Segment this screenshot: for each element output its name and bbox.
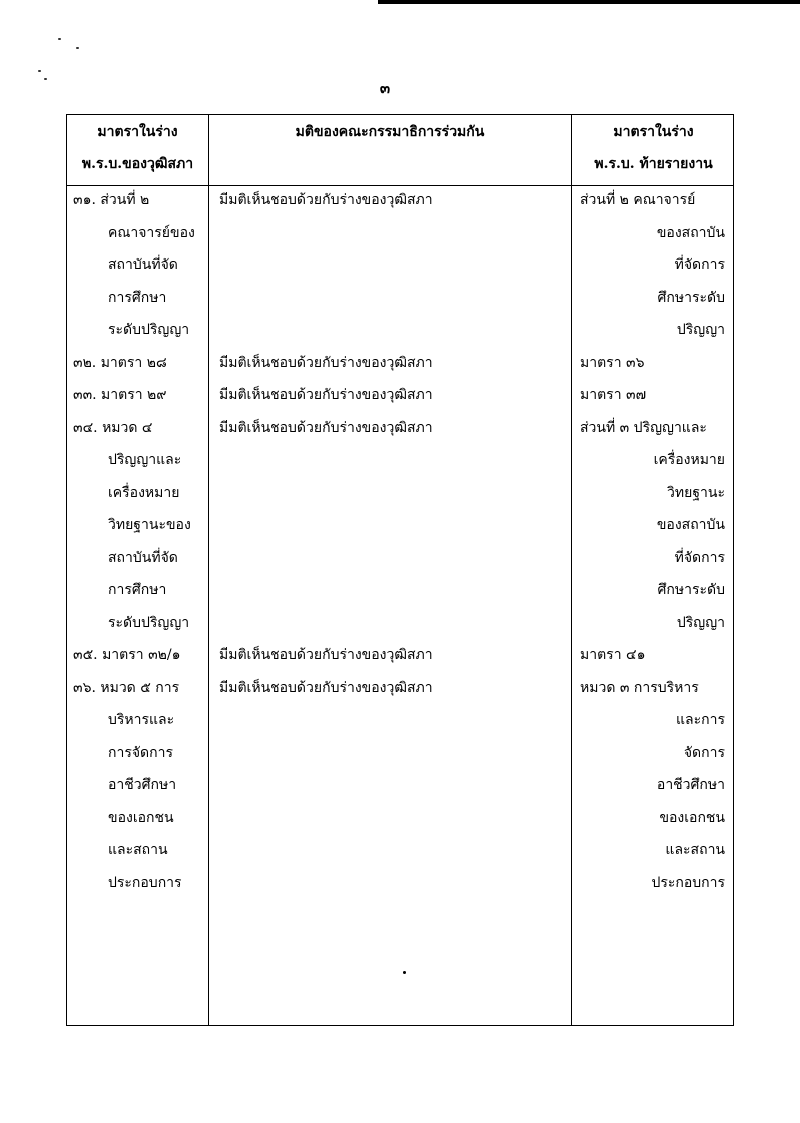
committee-resolution-text: มีมติเห็นชอบด้วยกับร่างของวุฒิสภา: [219, 419, 433, 436]
page-number: ๓: [379, 79, 391, 97]
senate-section-text: การศึกษา: [108, 289, 167, 306]
report-section-text: จัดการ: [683, 744, 725, 761]
comparison-table: [66, 114, 734, 1026]
header-line: พ.ร.บ. ท้ายรายงาน: [594, 156, 713, 172]
report-section-ref: มาตรา ๔๑: [580, 647, 646, 663]
senate-section-ref: ๓๖. หมวด ๕ การ: [73, 679, 180, 696]
senate-section-text: ระดับปริญญา: [108, 614, 190, 631]
report-section-text: เครื่องหมาย: [653, 452, 725, 468]
senate-section-ref: ๓๓. มาตรา ๒๙: [73, 387, 167, 403]
column-senate-draft: [67, 115, 209, 1025]
report-section-text: และสถาน: [665, 842, 725, 858]
stray-dot: [403, 971, 406, 974]
report-section-text: ศึกษาระดับ: [657, 582, 725, 598]
column-committee-resolution: [209, 115, 572, 1025]
senate-section-text: การจัดการ: [108, 744, 174, 761]
column-report-draft: [572, 115, 735, 1025]
senate-section-ref: ๓๒. มาตรา ๒๘: [73, 354, 167, 371]
report-section-ref: มาตรา ๓๖: [580, 354, 645, 371]
header-line: พ.ร.บ.ของวุฒิสภา: [81, 156, 194, 172]
report-section-text: วิทยฐานะ: [667, 484, 725, 501]
senate-section-text: สถาบันที่จัด: [108, 549, 178, 566]
top-edge-bar: [378, 0, 800, 4]
report-section-text: ของสถาบัน: [656, 517, 725, 533]
committee-resolution-text: มีมติเห็นชอบด้วยกับร่างของวุฒิสภา: [219, 192, 433, 208]
senate-section-ref: ๓๕. มาตรา ๓๒/๑: [73, 647, 181, 663]
committee-resolution-text: มีมติเห็นชอบด้วยกับร่างของวุฒิสภา: [219, 354, 433, 371]
report-section-text: ปริญญา: [676, 614, 725, 631]
senate-section-ref: ๓๑. ส่วนที่ ๒: [73, 192, 150, 208]
senate-section-text: บริหารและ: [108, 712, 175, 728]
report-section-text: ประกอบการ: [651, 874, 725, 891]
senate-section-text: ปริญญาและ: [108, 452, 182, 468]
header-divider: [67, 185, 733, 186]
header-line: มติของคณะกรรมาธิการร่วมกัน: [295, 124, 485, 140]
header-committee-resolution: [209, 115, 571, 185]
report-section-ref: ส่วนที่ ๒ คณาจารย์: [580, 192, 696, 208]
report-section-ref: ส่วนที่ ๓ ปริญญาและ: [580, 419, 707, 436]
senate-section-text: อาชีวศึกษา: [108, 777, 177, 793]
senate-section-text: การศึกษา: [108, 582, 167, 598]
report-section-text: ปริญญา: [676, 322, 725, 338]
report-section-text: และการ: [676, 712, 725, 728]
header-report-draft: [572, 115, 735, 185]
report-section-text: ของเอกชน: [659, 809, 725, 826]
report-section-text: ศึกษาระดับ: [657, 289, 725, 306]
committee-resolution-text: มีมติเห็นชอบด้วยกับร่างของวุฒิสภา: [219, 387, 433, 403]
senate-section-ref: ๓๔. หมวด ๔: [73, 419, 153, 436]
senate-section-text: วิทยฐานะของ: [108, 517, 191, 533]
senate-section-text: ประกอบการ: [108, 874, 182, 891]
report-section-text: ของสถาบัน: [656, 224, 725, 241]
report-section-text: ที่จัดการ: [674, 257, 725, 273]
senate-section-text: สถาบันที่จัด: [108, 257, 178, 273]
report-section-text: ที่จัดการ: [674, 549, 725, 566]
report-section-ref: มาตรา ๓๗: [580, 387, 647, 403]
report-section-ref: หมวด ๓ การบริหาร: [580, 679, 699, 696]
senate-section-text: ของเอกชน: [108, 809, 174, 826]
senate-section-text: ระดับปริญญา: [108, 322, 190, 338]
header-line: มาตราในร่าง: [97, 124, 178, 140]
senate-section-text: คณาจารย์ของ: [108, 224, 195, 241]
senate-section-text: และสถาน: [108, 842, 168, 858]
committee-resolution-text: มีมติเห็นชอบด้วยกับร่างของวุฒิสภา: [219, 679, 433, 696]
committee-resolution-text: มีมติเห็นชอบด้วยกับร่างของวุฒิสภา: [219, 647, 433, 663]
report-section-text: อาชีวศึกษา: [656, 777, 725, 793]
header-line: มาตราในร่าง: [613, 124, 694, 140]
header-senate-draft: [67, 115, 208, 185]
senate-section-text: เครื่องหมาย: [108, 484, 180, 501]
